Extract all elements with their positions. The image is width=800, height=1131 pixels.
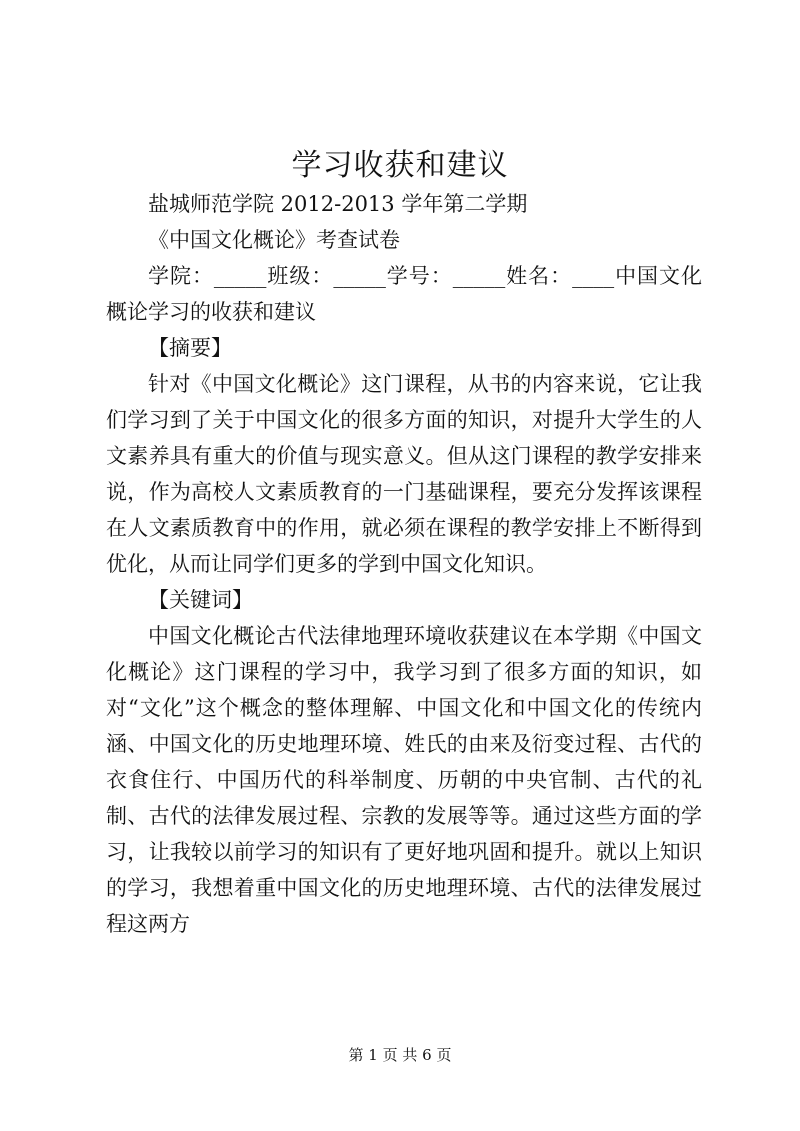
document-body bbox=[106, 186, 702, 942]
abstract-paragraph: 针对《中国文化概论》这门课程，从书的内容来说，它让我们学习到了关于中国文化的很多方面的知识，对提升大学生的人文素养具有重大的价值与现实意义。但从这门课程的教学安排来说，作为高校人文素质教育的一门基础课程，要充分发挥该课程在人文素质教育中的作用，就必须在课程的教学安排上不断得到优化，从而让同学们更多的学到中国文化知识。 bbox=[106, 372, 702, 576]
exam-title-line: 《中国文化概论》考查试卷 bbox=[148, 228, 400, 252]
keywords-paragraph: 中国文化概论古代法律地理环境收获建议在本学期《中国文化概论》这门课程的学习中，我学习到了很多方面的知识，如对“文化”这个概念的整体理解、中国文化和中国文化的传统内涵、中国文化的历史地理环境、姓氏的由来及衍变过程、古代的衣食住行、中国历代的科举制度、历朝的中央官制、古代的礼制、古代的法律发展过程、宗教的发展等等。通过这些方面的学习，让我较以前学习的知识有了更好地巩固和提升。就以上知识的学习，我想着重中国文化的历史地理环境、古代的法律发展过程这两方 bbox=[106, 624, 702, 936]
abstract-heading: 【摘要】 bbox=[148, 336, 232, 360]
page-number: 第 1 页 共 6 页 bbox=[348, 1046, 452, 1064]
school-term-line: 盐城师范学院 2012-2013 学年第二学期 bbox=[148, 192, 528, 216]
document-title: 学习收获和建议 bbox=[291, 148, 509, 183]
keywords-heading: 【关键词】 bbox=[148, 588, 253, 612]
student-info-line: 学院：_____班级：_____学号：_____姓名：____中国文化概论学习的收获和建议 bbox=[106, 264, 702, 324]
